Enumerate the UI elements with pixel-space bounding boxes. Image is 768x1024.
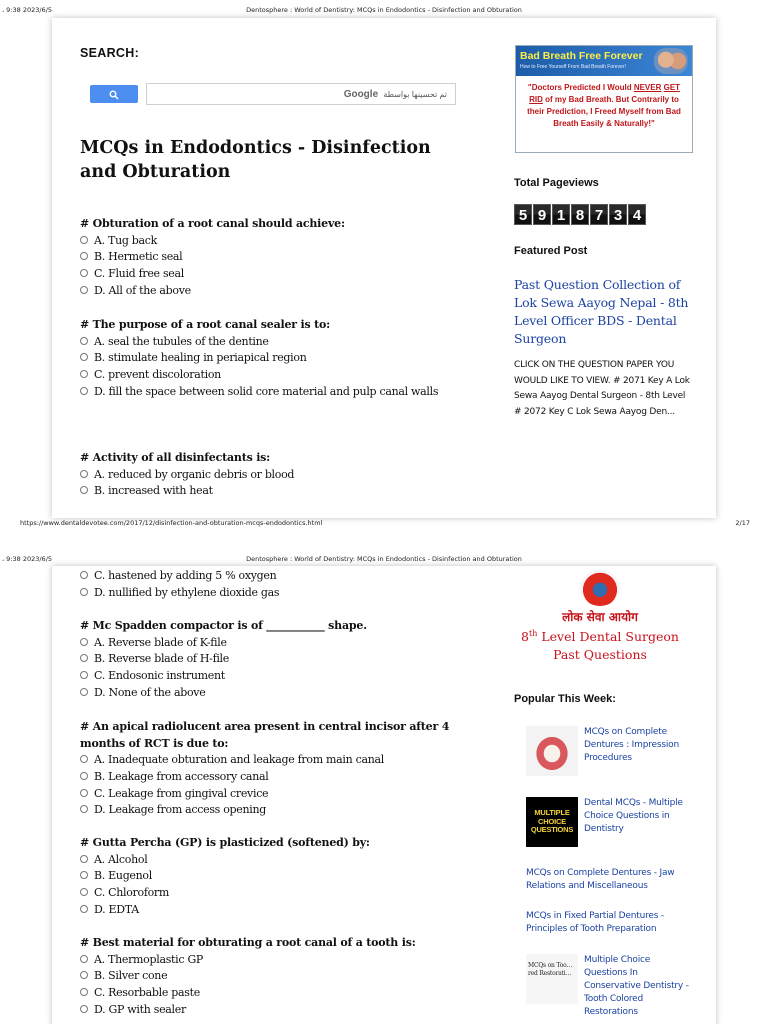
option[interactable]: B. increased with heat — [80, 483, 472, 500]
ad-subline: How to Free Yourself From Bad Breath Forever! — [520, 64, 626, 70]
question-block-continued — [80, 568, 472, 602]
question-text: # Mc Spadden compactor is of ___________ shape. — [80, 619, 367, 632]
counter-digit: 9 — [533, 204, 551, 225]
popular-post-link[interactable]: MCQs on Complete Dentures : Impression Procedures — [584, 727, 679, 763]
featured-post-snippet: CLICK ON THE QUESTION PAPER YOU WOULD LIKE TO VIEW. # 2071 Key A Lok Sewa Aayog Dental Surgeon - 8th Level # 2072 Key C Lok Sewa Aayog Den... — [514, 360, 690, 417]
radio-button-icon[interactable] — [80, 337, 88, 345]
option[interactable]: D. EDTA — [80, 902, 472, 919]
option[interactable]: D. None of the above — [80, 685, 472, 702]
option[interactable]: B. Hermetic seal — [80, 249, 472, 266]
popular-post-link[interactable]: Dental MCQs - Multiple Choice Questions in Dentistry — [584, 798, 683, 834]
option[interactable]: C. Fluid free seal — [80, 266, 472, 283]
nepal-emblem-icon — [580, 570, 620, 606]
printed-page-2 — [52, 566, 716, 1024]
question-block — [80, 835, 472, 919]
radio-button-icon[interactable] — [80, 888, 88, 896]
option[interactable]: A. reduced by organic debris or blood — [80, 467, 472, 484]
question-text: # Activity of all disinfectants is: — [80, 451, 271, 464]
search-placeholder — [344, 89, 447, 100]
radio-button-icon[interactable] — [80, 688, 88, 696]
question-block — [80, 216, 472, 300]
radio-button-icon[interactable] — [80, 772, 88, 780]
question-block — [80, 719, 472, 819]
conservative-dentistry-thumbnail-icon[interactable]: MCQs on Too… red Restorati… — [526, 954, 578, 1004]
option[interactable]: B. Reverse blade of H-file — [80, 651, 472, 668]
counter-digit: 4 — [628, 204, 646, 225]
counter-digit: 5 — [514, 204, 532, 225]
print-timestamp: ، 9:38 2023/6/5 — [2, 6, 53, 14]
print-footer — [0, 513, 768, 531]
radio-button-icon[interactable] — [80, 486, 88, 494]
radio-button-icon[interactable] — [80, 789, 88, 797]
option[interactable]: A. Thermoplastic GP — [80, 952, 472, 969]
option[interactable]: D. All of the above — [80, 283, 472, 300]
radio-button-icon[interactable] — [80, 370, 88, 378]
option[interactable]: A. Alcohol — [80, 852, 472, 869]
option[interactable]: C. Chloroform — [80, 885, 472, 902]
radio-button-icon[interactable] — [80, 671, 88, 679]
featured-post-link[interactable]: Past Question Collection of Lok Sewa Aayog Nepal - 8th Level Officer BDS - Dental Surgeon — [514, 277, 689, 346]
question-block — [80, 317, 472, 401]
print-header — [0, 549, 768, 567]
printed-page-1 — [52, 18, 716, 518]
print-url: https://www.dentaldevotee.com/2017/12/disinfection-and-obturation-mcqs-endodontics.html — [20, 519, 323, 527]
option[interactable]: A. Reverse blade of K-file — [80, 635, 472, 652]
option[interactable]: C. Leakage from gingival crevice — [80, 786, 472, 803]
print-page-number: 2/17 — [735, 519, 750, 527]
radio-button-icon[interactable] — [80, 871, 88, 879]
popular-post-link[interactable]: Multiple Choice Questions In Conservative Dentistry - Tooth Colored Restorations — [584, 955, 689, 1017]
radio-button-icon[interactable] — [80, 1005, 88, 1013]
radio-button-icon[interactable] — [80, 269, 88, 277]
counter-digit: 8 — [571, 204, 589, 225]
print-page-title: Dentosphere : World of Dentistry: MCQs in Endodontics - Disinfection and Obturation — [246, 6, 522, 14]
option[interactable]: A. seal the tubules of the dentine — [80, 334, 472, 351]
option[interactable]: D. fill the space between solid core material and pulp canal walls — [80, 384, 472, 401]
search-input[interactable] — [146, 83, 456, 105]
question-block — [80, 618, 472, 702]
dentures-thumbnail-icon[interactable] — [526, 726, 578, 776]
powered-by-text: تم تحسينها بواسطة — [383, 90, 447, 99]
option[interactable]: C. prevent discoloration — [80, 367, 472, 384]
bad-breath-ad-banner[interactable] — [515, 45, 693, 153]
print-timestamp: ، 9:38 2023/6/5 — [2, 555, 53, 563]
radio-button-icon[interactable] — [80, 755, 88, 763]
option[interactable]: D. Leakage from access opening — [80, 802, 472, 819]
option[interactable]: B. stimulate healing in periapical region — [80, 350, 472, 367]
option[interactable]: C. Endosonic instrument — [80, 668, 472, 685]
popular-post-link[interactable]: MCQs in Fixed Partial Dentures - Principles of Tooth Preparation — [526, 911, 664, 934]
search-heading: SEARCH: — [80, 46, 140, 60]
ad-quote: "Doctors Predicted I Would NEVER GET RID of my Bad Breath. But Contrarily to their Prediction, I Freed Myself from Bad Breath Easily & Naturally!" — [527, 83, 681, 128]
popular-post-link[interactable]: MCQs on Complete Dentures - Jaw Relations and Miscellaneous — [526, 868, 675, 891]
question-text: # Best material for obturating a root canal of a tooth is: — [80, 936, 416, 949]
print-page-title: Dentosphere : World of Dentistry: MCQs in Endodontics - Disinfection and Obturation — [246, 555, 522, 563]
option[interactable]: A. Tug back — [80, 233, 472, 250]
counter-digit: 3 — [609, 204, 627, 225]
radio-button-icon[interactable] — [80, 387, 88, 395]
question-text: # The purpose of a root canal sealer is to: — [80, 318, 330, 331]
lok-sewa-banner[interactable] — [512, 570, 688, 666]
option[interactable]: A. Inadequate obturation and leakage from main canal — [80, 752, 472, 769]
question-block — [80, 450, 472, 500]
option[interactable]: B. Silver cone — [80, 968, 472, 985]
question-text: # An apical radiolucent area present in central incisor after 4 months of RCT is due to: — [80, 720, 450, 750]
featured-post-heading: Featured Post — [514, 245, 588, 257]
google-wordmark: Google — [343, 89, 379, 100]
popular-this-week-heading: Popular This Week: — [514, 693, 616, 705]
radio-button-icon[interactable] — [80, 654, 88, 662]
radio-button-icon[interactable] — [80, 252, 88, 260]
radio-button-icon[interactable] — [80, 855, 88, 863]
popular-post-item[interactable] — [526, 954, 696, 1017]
search-button[interactable] — [90, 85, 138, 103]
radio-button-icon[interactable] — [80, 638, 88, 646]
option[interactable]: B. Leakage from accessory canal — [80, 769, 472, 786]
couple-photo-icon — [654, 48, 688, 74]
question-text: # Gutta Percha (GP) is plasticized (softened) by: — [80, 836, 370, 849]
total-pageviews-heading: Total Pageviews — [514, 177, 599, 189]
multiple-choice-questions-thumbnail-icon[interactable]: MULTIPLE CHOICE QUESTIONS — [526, 797, 578, 847]
radio-button-icon[interactable] — [80, 955, 88, 963]
radio-button-icon[interactable] — [80, 905, 88, 913]
option[interactable]: C. hastened by adding 5 % oxygen — [80, 568, 472, 585]
radio-button-icon[interactable] — [80, 286, 88, 294]
radio-button-icon[interactable] — [80, 588, 88, 596]
option[interactable]: D. nullified by ethylene dioxide gas — [80, 585, 472, 602]
radio-button-icon[interactable] — [80, 988, 88, 996]
question-text: # Obturation of a root canal should achieve: — [80, 217, 345, 230]
question-block — [80, 935, 472, 1019]
popular-post-item[interactable] — [526, 726, 696, 778]
radio-button-icon[interactable] — [80, 353, 88, 361]
popular-post-item[interactable] — [526, 797, 696, 849]
radio-button-icon[interactable] — [80, 571, 88, 579]
pageview-counter — [514, 204, 647, 225]
counter-digit: 1 — [552, 204, 570, 225]
counter-digit: 7 — [590, 204, 608, 225]
lok-sewa-line1: 8th Level Dental Surgeon — [521, 629, 679, 645]
search-icon — [109, 90, 119, 100]
radio-button-icon[interactable] — [80, 971, 88, 979]
radio-button-icon[interactable] — [80, 470, 88, 478]
lok-sewa-line2: Past Questions — [553, 647, 647, 663]
radio-button-icon[interactable] — [80, 236, 88, 244]
option[interactable]: D. GP with sealer — [80, 1002, 472, 1019]
radio-button-icon[interactable] — [80, 805, 88, 813]
option[interactable]: C. Resorbable paste — [80, 985, 472, 1002]
print-header — [0, 0, 768, 18]
lok-sewa-devanagari: लोक सेवा आयोग — [562, 610, 638, 624]
option[interactable]: B. Eugenol — [80, 868, 472, 885]
post-title: MCQs in Endodontics - Disinfection and Obturation — [80, 138, 431, 182]
ad-headline: Bad Breath Free Forever — [520, 50, 643, 62]
